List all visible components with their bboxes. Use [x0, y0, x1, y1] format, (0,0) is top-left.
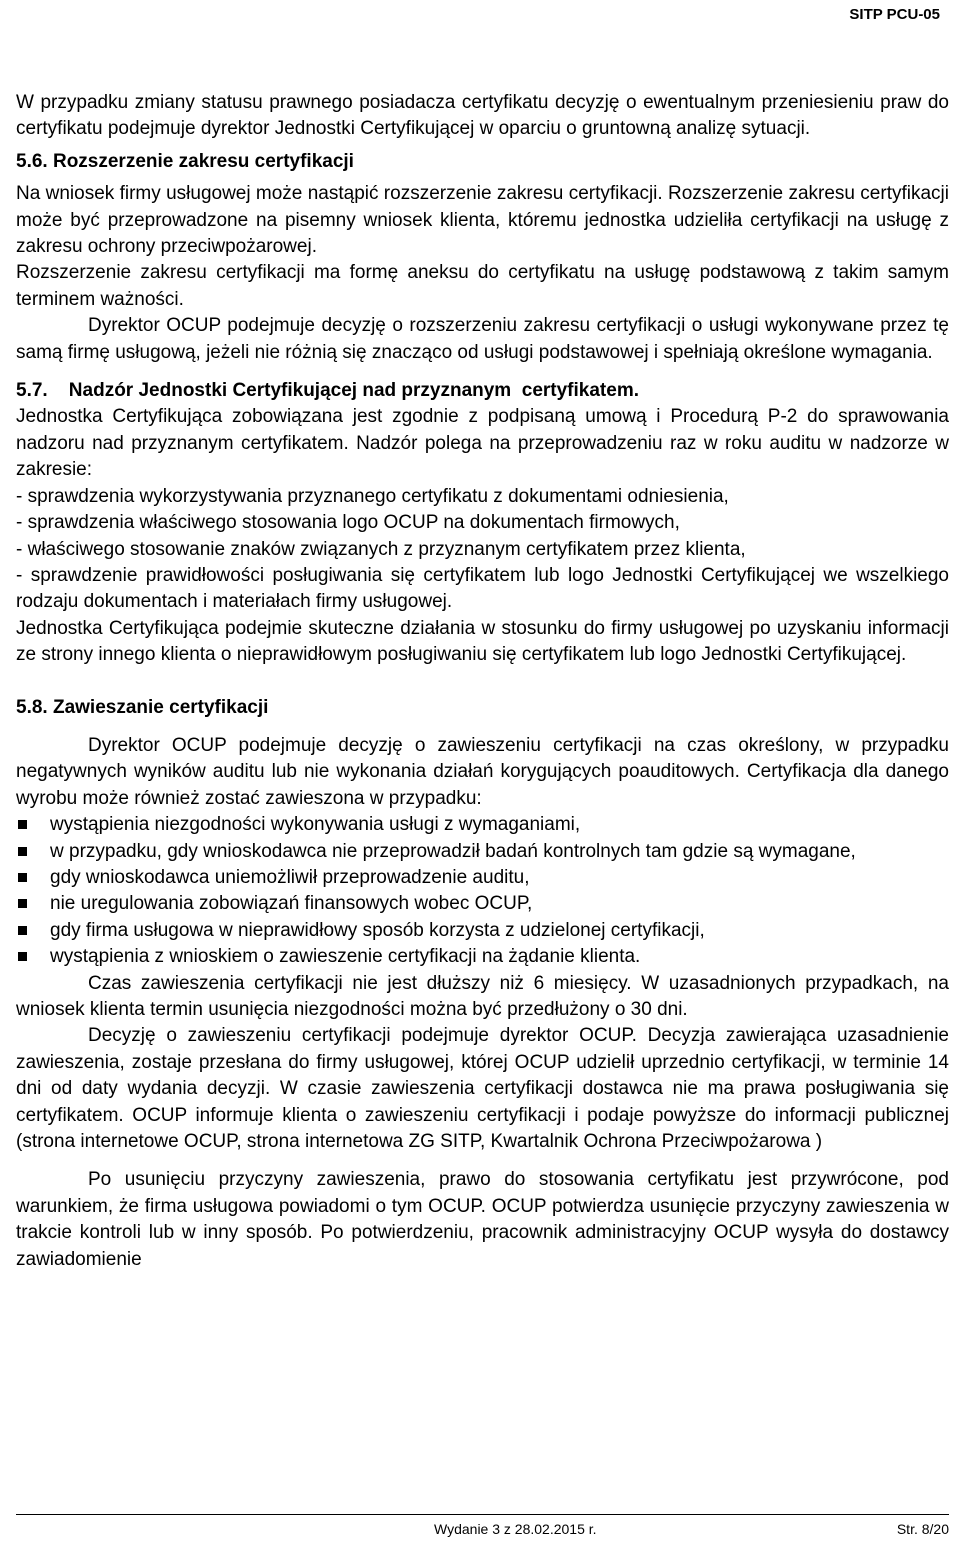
edition-info: Wydanie 3 z 28.02.2015 r. — [434, 1521, 597, 1537]
list-item: - sprawdzenia właściwego stosowania logo OCUP na dokumentach firmowych, — [16, 512, 680, 534]
list-item: - właściwego stosowanie znaków związanych z przyznanym certyfikatem przez klienta, — [16, 538, 746, 560]
list-item: gdy wnioskodawca uniemożliwił przeprowadzenie auditu, — [16, 865, 949, 891]
list-item: gdy firma usługowa w nieprawidłowy sposób korzysta z udzielonej certyfikacji, — [16, 918, 949, 944]
paragraph: Po usunięciu przyczyny zawieszenia, prawo do stosowania certyfikatu jest przywrócone, pod warunkiem, że firma usługowa powiadomi o tym OCUP. OCUP potwierdza usunięcie przyczyny zawieszenia w trakcie kontroli lub w inny sposób. Po potwierdzeniu, pracownik administracyjny OCUP wysyła do dostawcy zawiadomienie — [16, 1169, 949, 1270]
section-heading-5-7: 5.7. Nadzór Jednostki Certyfikującej nad przyznanym certyfikatem. — [16, 380, 639, 402]
square-bullet-icon — [18, 926, 27, 935]
square-bullet-icon — [18, 847, 27, 856]
footer-divider — [16, 1514, 949, 1515]
section-heading-5-6: 5.6. Rozszerzenie zakresu certyfikacji — [16, 150, 354, 172]
list-item: wystąpienia niezgodności wykonywania usługi z wymaganiami, — [16, 812, 949, 838]
square-bullet-icon — [18, 899, 27, 908]
list-item: - sprawdzenia wykorzystywania przyznanego certyfikatu z dokumentami odniesienia, — [16, 485, 729, 507]
paragraph: Na wniosek firmy usługowej może nastąpić rozszerzenie zakresu certyfikacji. Rozszerzenie zakresu certyfikacji może być przeprowadzone na pisemny wniosek klienta, któremu jednostka udzieliła certyfikacji na usługę z zakresu ochrony przeciwpożarowej. — [16, 183, 949, 258]
paragraph: Czas zawieszenia certyfikacji nie jest dłuższy niż 6 miesięcy. W uzasadnionych przypadkach, na wniosek klienta termin usunięcia niezgodności można być przedłużony o 30 dni. — [16, 972, 949, 1020]
paragraph: Dyrektor OCUP podejmuje decyzję o zawieszeniu certyfikacji na czas określony, w przypadku negatywnych wyników auditu lub nie wykonania działań korygujących poauditowych. Certyfikacja dla danego wyrobu może również zostać zawieszona w przypadku: — [16, 734, 949, 809]
page-number: Str. 8/20 — [896, 1521, 949, 1537]
paragraph: Dyrektor OCUP podejmuje decyzję o rozszerzeniu zakresu certyfikacji o usługi wykonywane przez tę samą firmę usługową, jeżeli nie różnią się znacząco od usługi podstawowej i spełniają określone wymagania. — [16, 315, 949, 363]
paragraph: W przypadku zmiany statusu prawnego posiadacza certyfikatu decyzję o ewentualnym przeniesieniu praw do certyfikatu podejmuje dyrektor Jednostki Certyfikującej w oparciu o gruntowną analizę sytuacji. — [16, 92, 949, 140]
document-body — [16, 90, 949, 1273]
square-bullet-icon — [18, 820, 27, 829]
paragraph: Rozszerzenie zakresu certyfikacji ma formę aneksu do certyfikatu na usługę podstawową z takim samym terminem ważności. — [16, 262, 949, 310]
paragraph: Jednostka Certyfikująca podejmie skuteczne działania w stosunku do firmy usługowej po uzyskaniu informacji ze strony innego klienta o nieprawidłowym posługiwaniu się certyfikatem lub logo Jednostki Certyfikującej. — [16, 617, 949, 666]
document-code: SITP PCU-05 — [849, 6, 940, 23]
list-item: wystąpienia z wnioskiem o zawieszenie certyfikacji na żądanie klienta. — [16, 944, 949, 970]
square-bullet-icon — [18, 873, 27, 882]
dash-list — [16, 484, 949, 616]
list-item: nie uregulowania zobowiązań finansowych wobec OCUP, — [16, 891, 949, 917]
page-footer — [16, 1514, 949, 1539]
paragraph: Decyzję o zawieszeniu certyfikacji podejmuje dyrektor OCUP. Decyzja zawierająca uzasadnienie zawieszenia, zostaje przesłana do firmy usługowej, której OCUP udzielił uprzednio certyfikacji, w terminie 14 dni od daty wydania decyzji. W czasie zawieszenia certyfikacji dostawca nie ma prawa posługiwania się certyfikatem. OCUP informuje klienta o zawieszeniu certyfikacji i podaje powyższe do informacji publicznej (strona internetowe OCUP, strona internetowa ZG SITP, Kwartalnik Ochrona Przeciwpożarowa ) — [16, 1025, 949, 1153]
list-item: - sprawdzenie prawidłowości posługiwania się certyfikatem lub logo Jednostki Certyfikującej we wszelkiego rodzaju dokumentach i materiałach firmy usługowej. — [16, 564, 949, 613]
list-item: w przypadku, gdy wnioskodawca nie przeprowadził badań kontrolnych tam gdzie są wymagane, — [16, 839, 949, 865]
square-bullet-icon — [18, 952, 27, 961]
section-heading-5-8: 5.8. Zawieszanie certyfikacji — [16, 696, 269, 718]
paragraph: Jednostka Certyfikująca zobowiązana jest zgodnie z podpisaną umową i Procedurą P-2 do sprawowania nadzoru nad przyznanym certyfikatem. Nadzór polega na przeprowadzeniu raz w roku auditu w nadzorze w zakresie: — [16, 406, 949, 481]
bullet-list — [16, 812, 949, 970]
